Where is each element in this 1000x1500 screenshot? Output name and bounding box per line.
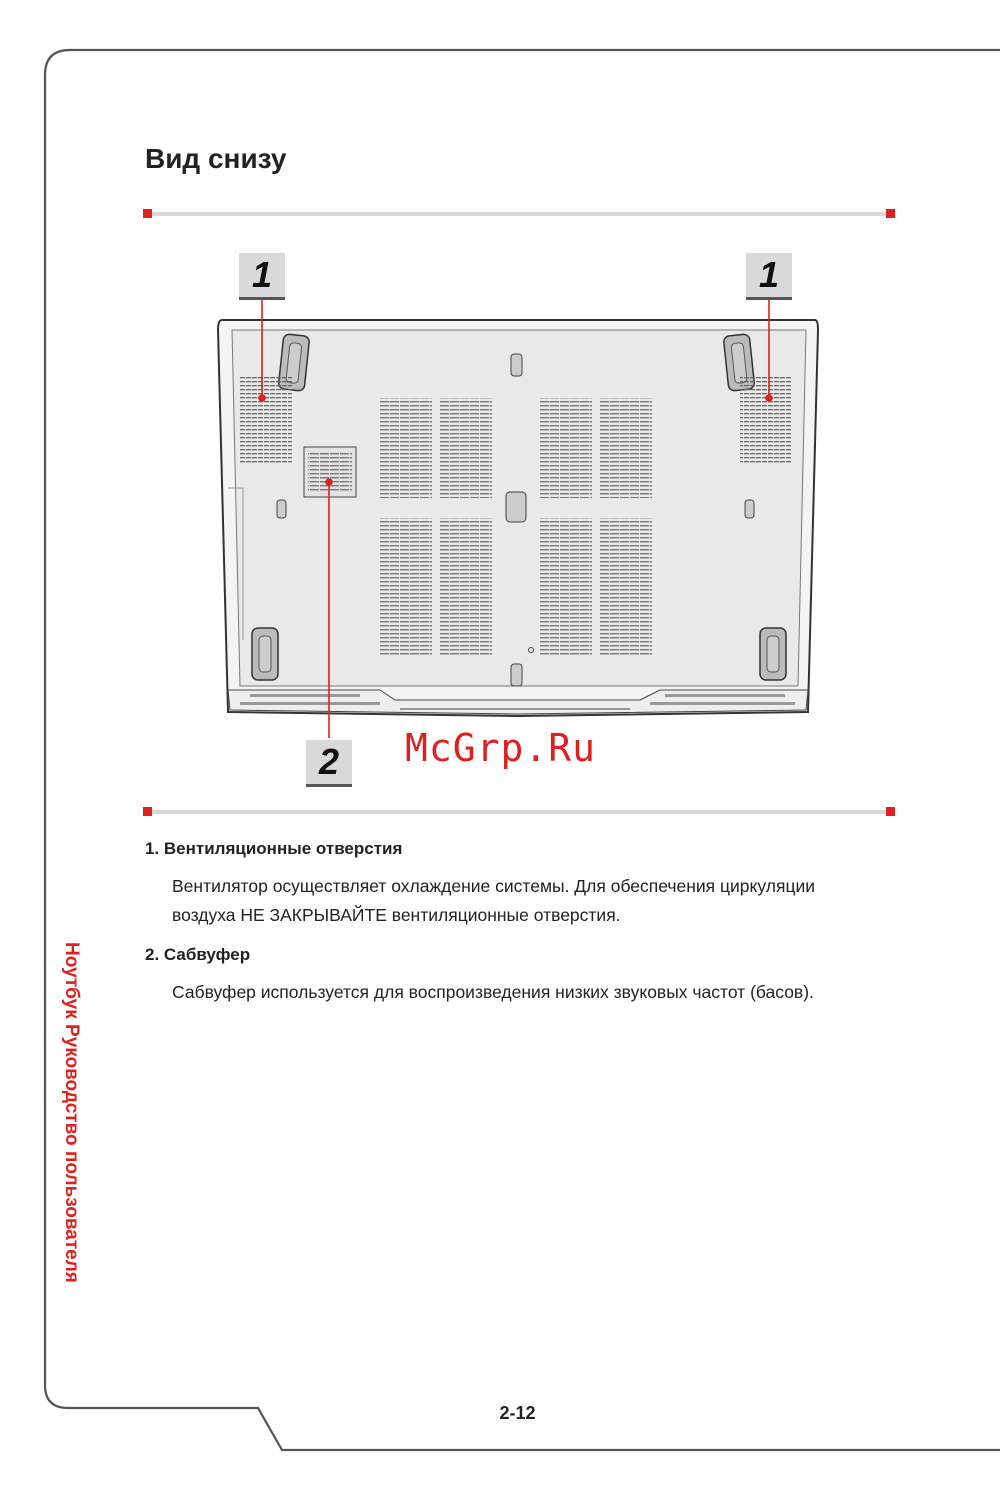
item-1-text: Вентилятор осуществляет охлаждение системы. Для обеспечения циркуляции воздуха НЕ ЗАКРЫВАЙТЕ вентиляционные отверстия. (172, 876, 816, 925)
bottom-divider (145, 810, 893, 814)
side-label: Ноутбук Руководство пользователя (61, 942, 82, 1283)
item-1-heading: 1. Вентиляционные отверстия (145, 839, 403, 858)
callout-vent-left: 1 (239, 253, 285, 300)
callout-subwoofer: 2 (306, 740, 352, 787)
item-2-text: Сабвуфер используется для воспроизведения низких звуковых частот (басов). (172, 982, 814, 1002)
page-number: 2-12 (499, 1403, 536, 1423)
watermark: McGrp.Ru (405, 726, 597, 770)
callout-vent-right: 1 (746, 253, 792, 300)
page-title: Вид снизу (145, 143, 287, 174)
item-2-heading: 2. Сабвуфер (145, 945, 251, 964)
